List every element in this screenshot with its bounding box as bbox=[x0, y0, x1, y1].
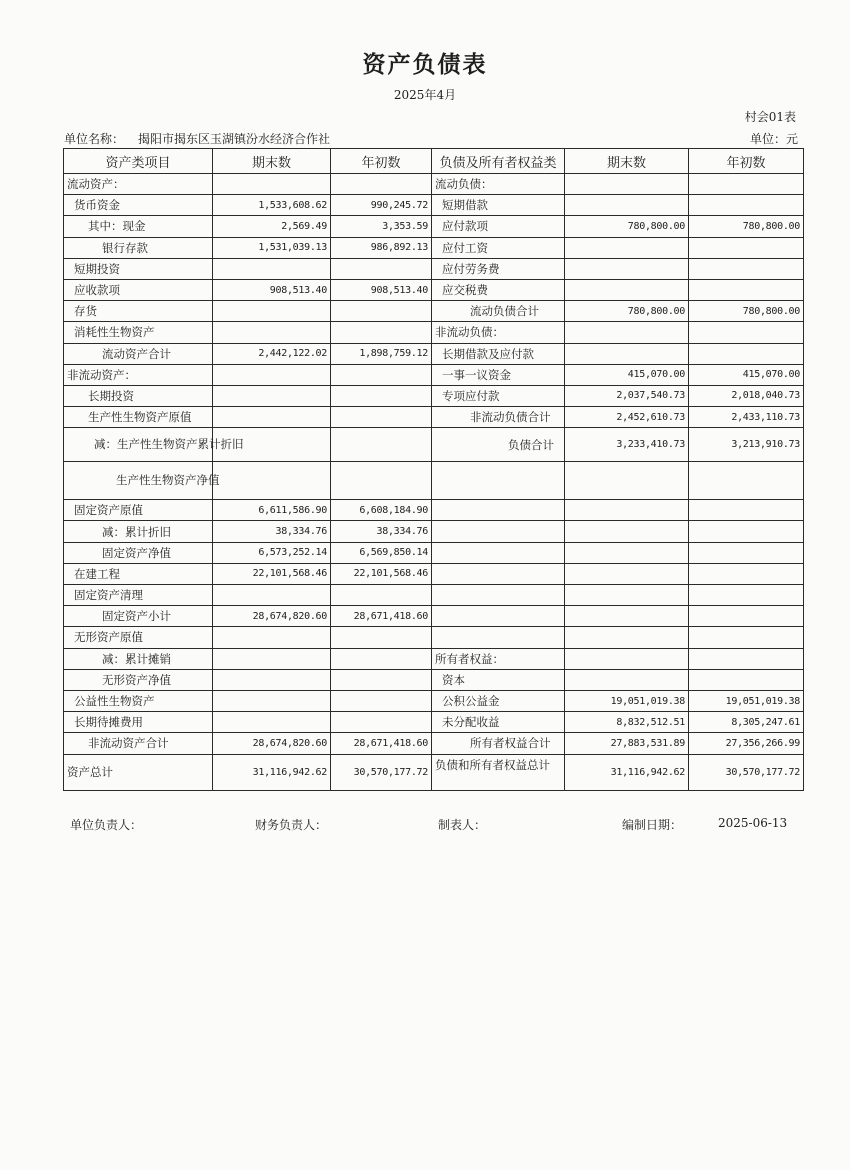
asset-end: 6,573,252.14 bbox=[213, 542, 331, 563]
asset-begin: 38,334.76 bbox=[331, 521, 432, 542]
table-row bbox=[64, 500, 804, 521]
asset-end bbox=[213, 385, 331, 406]
liability-item: 公积公益金 bbox=[432, 690, 565, 711]
liability-begin bbox=[689, 174, 804, 195]
asset-item: 公益性生物资产 bbox=[64, 690, 213, 711]
liability-item bbox=[432, 627, 565, 648]
asset-item: 减：生产性生物资产累计折旧 bbox=[64, 428, 213, 462]
asset-begin bbox=[331, 648, 432, 669]
asset-begin: 22,101,568.46 bbox=[331, 563, 432, 584]
currency-unit: 单位：元 bbox=[749, 132, 798, 146]
liability-begin: 30,570,177.72 bbox=[689, 754, 804, 790]
unit-row bbox=[64, 130, 798, 148]
liability-item bbox=[432, 585, 565, 606]
table-row bbox=[64, 343, 804, 364]
asset-begin bbox=[331, 690, 432, 711]
asset-end bbox=[213, 174, 331, 195]
liability-begin bbox=[689, 542, 804, 563]
liability-end: 3,233,410.73 bbox=[565, 428, 689, 462]
table-row bbox=[64, 174, 804, 195]
liability-end: 780,800.00 bbox=[565, 216, 689, 237]
liability-end bbox=[565, 322, 689, 343]
asset-item: 固定资产清理 bbox=[64, 585, 213, 606]
liability-end: 27,883,531.89 bbox=[565, 733, 689, 754]
asset-item: 货币资金 bbox=[64, 195, 213, 216]
liability-begin: 415,070.00 bbox=[689, 364, 804, 385]
asset-begin bbox=[331, 301, 432, 322]
liability-item: 应交税费 bbox=[432, 279, 565, 300]
liability-item bbox=[432, 462, 565, 500]
balance-sheet-table bbox=[63, 148, 804, 791]
asset-begin bbox=[331, 712, 432, 733]
asset-end: 38,334.76 bbox=[213, 521, 331, 542]
liability-item bbox=[432, 563, 565, 584]
table-row bbox=[64, 237, 804, 258]
asset-end bbox=[213, 627, 331, 648]
report-title: 资产负债表 bbox=[362, 51, 488, 78]
table-row bbox=[64, 407, 804, 428]
liability-item: 非流动负债： bbox=[432, 322, 565, 343]
table-row bbox=[64, 428, 804, 462]
liability-item: 应付工资 bbox=[432, 237, 565, 258]
form-number: 村会01表 bbox=[744, 110, 796, 124]
finance-head-label: 财务负责人： bbox=[255, 818, 328, 832]
asset-item: 生产性生物资产净值 bbox=[64, 462, 213, 500]
organization bbox=[64, 130, 330, 147]
liability-end: 2,452,610.73 bbox=[565, 407, 689, 428]
col-asset-end: 期末数 bbox=[213, 149, 331, 174]
liability-begin: 780,800.00 bbox=[689, 216, 804, 237]
liability-item bbox=[432, 500, 565, 521]
col-liability-end: 期末数 bbox=[565, 149, 689, 174]
asset-begin bbox=[331, 585, 432, 606]
liability-begin bbox=[689, 627, 804, 648]
liability-begin bbox=[689, 462, 804, 500]
table-row bbox=[64, 216, 804, 237]
asset-item: 银行存款 bbox=[64, 237, 213, 258]
table-row bbox=[64, 648, 804, 669]
asset-item: 消耗性生物资产 bbox=[64, 322, 213, 343]
asset-end: 28,674,820.60 bbox=[213, 733, 331, 754]
asset-end bbox=[213, 364, 331, 385]
table-row bbox=[64, 669, 804, 690]
asset-end: 28,674,820.60 bbox=[213, 606, 331, 627]
table-row bbox=[64, 258, 804, 279]
table-row bbox=[64, 627, 804, 648]
liability-end: 780,800.00 bbox=[565, 301, 689, 322]
table-row bbox=[64, 385, 804, 406]
asset-item: 长期投资 bbox=[64, 385, 213, 406]
liability-begin bbox=[689, 258, 804, 279]
asset-end bbox=[213, 407, 331, 428]
asset-begin bbox=[331, 428, 432, 462]
table-row bbox=[64, 754, 804, 790]
asset-end: 1,533,608.62 bbox=[213, 195, 331, 216]
asset-end bbox=[213, 258, 331, 279]
asset-begin bbox=[331, 364, 432, 385]
liability-item: 所有者权益合计 bbox=[432, 733, 565, 754]
liability-begin bbox=[689, 648, 804, 669]
asset-end: 2,569.49 bbox=[213, 216, 331, 237]
liability-item: 一事一议资金 bbox=[432, 364, 565, 385]
liability-begin bbox=[689, 195, 804, 216]
asset-end bbox=[213, 462, 331, 500]
liability-begin: 780,800.00 bbox=[689, 301, 804, 322]
asset-end bbox=[213, 669, 331, 690]
asset-item: 短期投资 bbox=[64, 258, 213, 279]
asset-end bbox=[213, 301, 331, 322]
table-row bbox=[64, 606, 804, 627]
asset-begin: 6,569,850.14 bbox=[331, 542, 432, 563]
liability-item bbox=[432, 521, 565, 542]
org-label: 单位名称： bbox=[64, 132, 125, 146]
liability-begin: 3,213,910.73 bbox=[689, 428, 804, 462]
asset-item: 固定资产原值 bbox=[64, 500, 213, 521]
liability-end bbox=[565, 542, 689, 563]
liability-end bbox=[565, 174, 689, 195]
liability-end bbox=[565, 521, 689, 542]
asset-item: 长期待摊费用 bbox=[64, 712, 213, 733]
asset-begin bbox=[331, 322, 432, 343]
table-row bbox=[64, 462, 804, 500]
asset-end: 908,513.40 bbox=[213, 279, 331, 300]
liability-end bbox=[565, 669, 689, 690]
liability-item: 应付款项 bbox=[432, 216, 565, 237]
asset-begin: 990,245.72 bbox=[331, 195, 432, 216]
table-row bbox=[64, 712, 804, 733]
table-header-row bbox=[64, 149, 804, 174]
liability-begin: 8,305,247.61 bbox=[689, 712, 804, 733]
asset-begin: 1,898,759.12 bbox=[331, 343, 432, 364]
date-label: 编制日期： bbox=[622, 818, 683, 832]
liability-end bbox=[565, 343, 689, 364]
liability-item: 应付劳务费 bbox=[432, 258, 565, 279]
liability-end bbox=[565, 500, 689, 521]
asset-begin bbox=[331, 174, 432, 195]
liability-begin: 2,018,040.73 bbox=[689, 385, 804, 406]
table-row bbox=[64, 585, 804, 606]
asset-item: 其中：现金 bbox=[64, 216, 213, 237]
liability-begin bbox=[689, 237, 804, 258]
liability-begin: 19,051,019.38 bbox=[689, 690, 804, 711]
col-asset-item: 资产类项目 bbox=[64, 149, 213, 174]
liability-begin bbox=[689, 606, 804, 627]
table-row bbox=[64, 322, 804, 343]
table-row bbox=[64, 301, 804, 322]
liability-begin bbox=[689, 322, 804, 343]
asset-end: 2,442,122.02 bbox=[213, 343, 331, 364]
asset-begin bbox=[331, 627, 432, 648]
asset-begin: 986,892.13 bbox=[331, 237, 432, 258]
col-liability-begin: 年初数 bbox=[689, 149, 804, 174]
asset-end bbox=[213, 322, 331, 343]
org-name: 揭阳市揭东区玉湖镇汾水经济合作社 bbox=[138, 132, 331, 146]
liability-item: 流动负债合计 bbox=[432, 301, 565, 322]
liability-item: 流动负债： bbox=[432, 174, 565, 195]
asset-begin bbox=[331, 407, 432, 428]
liability-item: 非流动负债合计 bbox=[432, 407, 565, 428]
asset-begin bbox=[331, 385, 432, 406]
liability-end bbox=[565, 627, 689, 648]
liability-item: 负债合计 bbox=[432, 428, 565, 462]
liability-begin bbox=[689, 585, 804, 606]
liability-end bbox=[565, 563, 689, 584]
liability-end: 2,037,540.73 bbox=[565, 385, 689, 406]
preparer-label: 制表人： bbox=[438, 818, 487, 832]
signature-footer bbox=[0, 816, 850, 836]
asset-end bbox=[213, 712, 331, 733]
asset-begin bbox=[331, 462, 432, 500]
asset-begin: 908,513.40 bbox=[331, 279, 432, 300]
asset-end bbox=[213, 648, 331, 669]
liability-begin: 2,433,110.73 bbox=[689, 407, 804, 428]
table-row bbox=[64, 733, 804, 754]
liability-end: 8,832,512.51 bbox=[565, 712, 689, 733]
table-row bbox=[64, 690, 804, 711]
liability-end: 31,116,942.62 bbox=[565, 754, 689, 790]
asset-begin bbox=[331, 669, 432, 690]
liability-begin bbox=[689, 669, 804, 690]
table-row bbox=[64, 521, 804, 542]
asset-item: 非流动资产合计 bbox=[64, 733, 213, 754]
report-period: 2025年4月 bbox=[393, 88, 457, 102]
asset-item: 无形资产原值 bbox=[64, 627, 213, 648]
asset-item: 应收款项 bbox=[64, 279, 213, 300]
asset-end: 6,611,586.90 bbox=[213, 500, 331, 521]
liability-item: 专项应付款 bbox=[432, 385, 565, 406]
liability-item: 负债和所有者权益总计 bbox=[432, 754, 565, 790]
table-row bbox=[64, 279, 804, 300]
asset-item: 减：累计摊销 bbox=[64, 648, 213, 669]
asset-begin bbox=[331, 258, 432, 279]
table-row bbox=[64, 563, 804, 584]
liability-begin: 27,356,266.99 bbox=[689, 733, 804, 754]
liability-begin bbox=[689, 343, 804, 364]
liability-item: 所有者权益： bbox=[432, 648, 565, 669]
asset-item: 固定资产小计 bbox=[64, 606, 213, 627]
unit-head-label: 单位负责人： bbox=[70, 818, 143, 832]
liability-item bbox=[432, 606, 565, 627]
liability-item: 资本 bbox=[432, 669, 565, 690]
liability-end bbox=[565, 195, 689, 216]
asset-begin: 6,608,184.90 bbox=[331, 500, 432, 521]
liability-end bbox=[565, 258, 689, 279]
table-row bbox=[64, 364, 804, 385]
liability-end: 19,051,019.38 bbox=[565, 690, 689, 711]
liability-begin bbox=[689, 279, 804, 300]
liability-end: 415,070.00 bbox=[565, 364, 689, 385]
liability-end bbox=[565, 237, 689, 258]
asset-end: 1,531,039.13 bbox=[213, 237, 331, 258]
col-asset-begin: 年初数 bbox=[331, 149, 432, 174]
table-row bbox=[64, 195, 804, 216]
liability-item: 短期借款 bbox=[432, 195, 565, 216]
asset-item: 固定资产净值 bbox=[64, 542, 213, 563]
asset-end: 22,101,568.46 bbox=[213, 563, 331, 584]
liability-begin bbox=[689, 500, 804, 521]
liability-begin bbox=[689, 521, 804, 542]
asset-end bbox=[213, 585, 331, 606]
asset-begin: 30,570,177.72 bbox=[331, 754, 432, 790]
asset-item: 存货 bbox=[64, 301, 213, 322]
asset-begin: 3,353.59 bbox=[331, 216, 432, 237]
asset-begin: 28,671,418.60 bbox=[331, 606, 432, 627]
liability-end bbox=[565, 462, 689, 500]
asset-item: 流动资产合计 bbox=[64, 343, 213, 364]
asset-item: 资产总计 bbox=[64, 754, 213, 790]
asset-item: 无形资产净值 bbox=[64, 669, 213, 690]
asset-item: 非流动资产： bbox=[64, 364, 213, 385]
liability-end bbox=[565, 648, 689, 669]
table-row bbox=[64, 542, 804, 563]
liability-item: 未分配收益 bbox=[432, 712, 565, 733]
asset-item: 减：累计折旧 bbox=[64, 521, 213, 542]
liability-end bbox=[565, 606, 689, 627]
asset-begin: 28,671,418.60 bbox=[331, 733, 432, 754]
asset-item: 生产性生物资产原值 bbox=[64, 407, 213, 428]
asset-end bbox=[213, 690, 331, 711]
col-liability-item: 负债及所有者权益类 bbox=[432, 149, 565, 174]
liability-end bbox=[565, 279, 689, 300]
liability-item: 长期借款及应付款 bbox=[432, 343, 565, 364]
asset-item: 在建工程 bbox=[64, 563, 213, 584]
liability-item bbox=[432, 542, 565, 563]
asset-end: 31,116,942.62 bbox=[213, 754, 331, 790]
liability-end bbox=[565, 585, 689, 606]
liability-begin bbox=[689, 563, 804, 584]
date-value: 2025-06-13 bbox=[718, 816, 788, 830]
asset-item: 流动资产： bbox=[64, 174, 213, 195]
